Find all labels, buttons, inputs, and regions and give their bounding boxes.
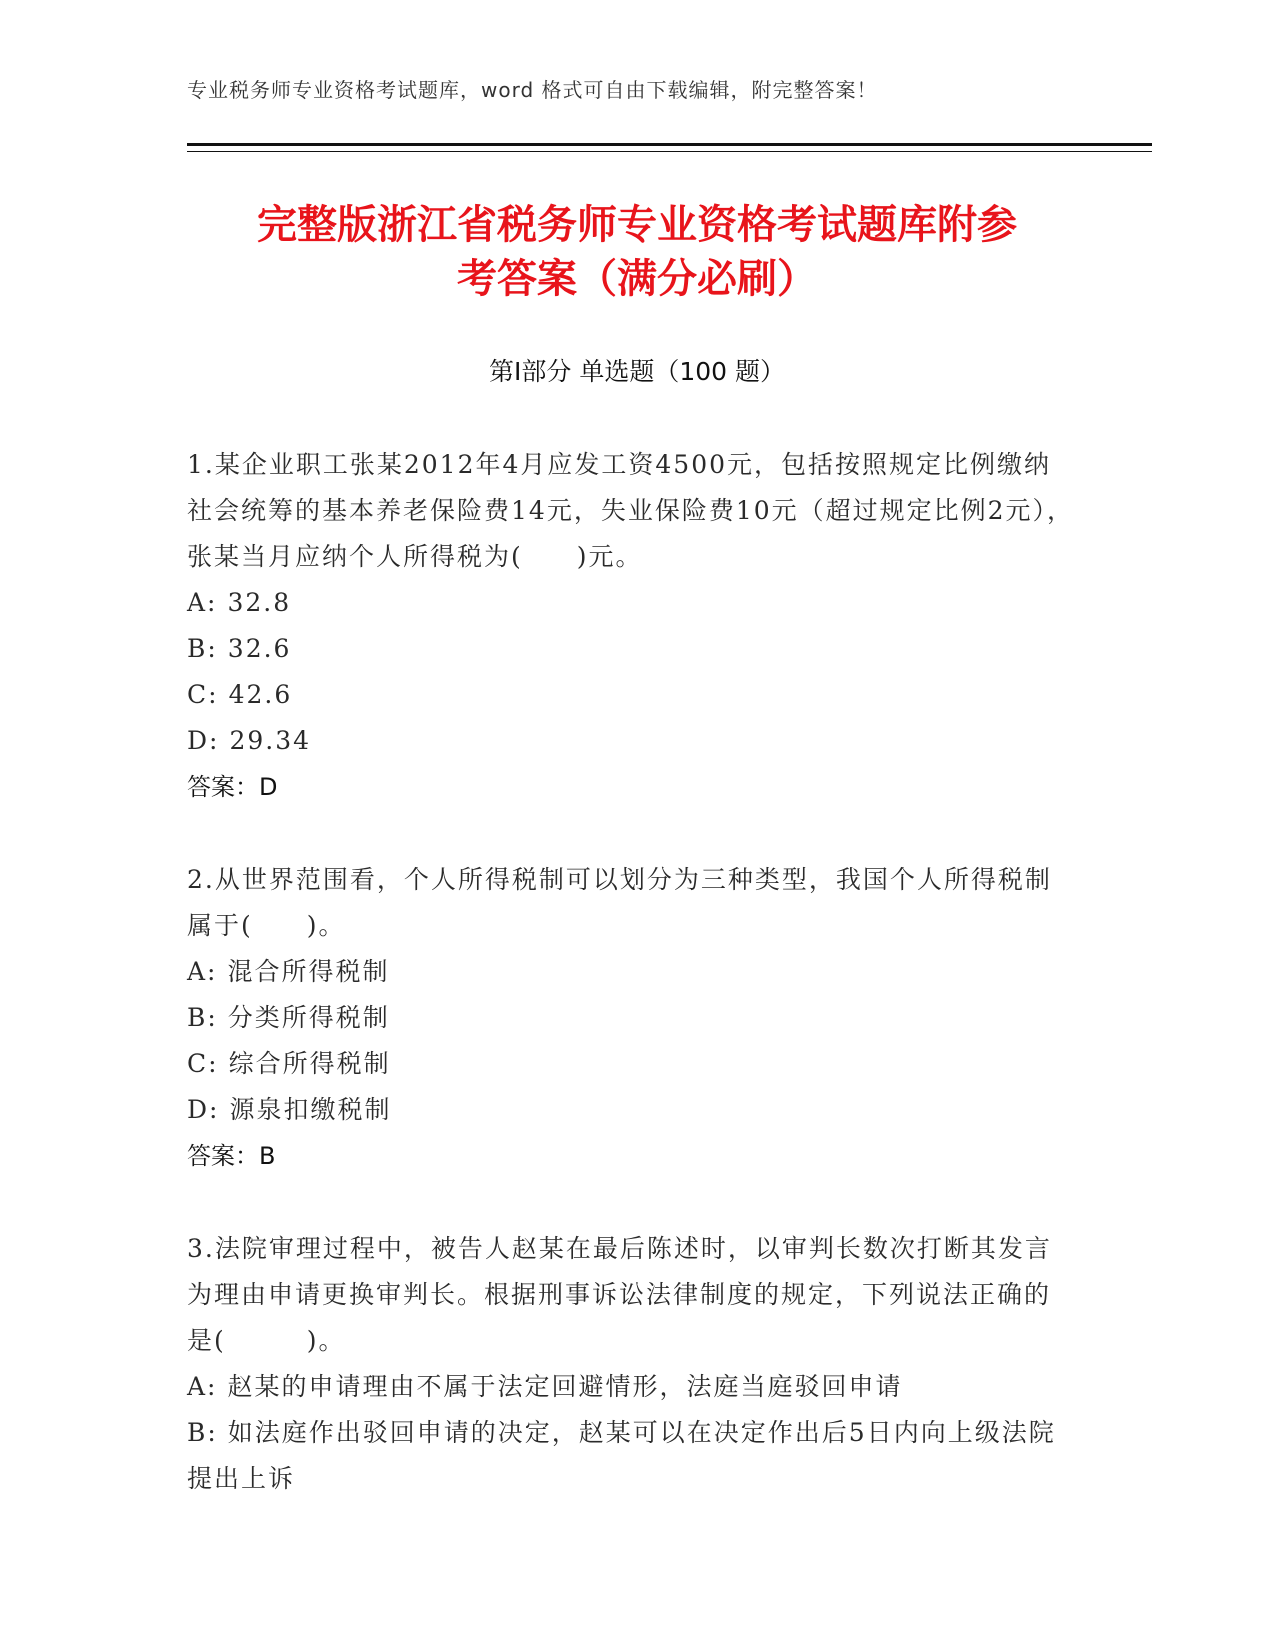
question-3 <box>187 1226 1077 1502</box>
option-a <box>187 1364 1077 1410</box>
option-letter: C: <box>187 1049 219 1078</box>
option-a <box>187 580 1077 626</box>
option-letter: B: <box>187 1418 218 1447</box>
option-b <box>187 1410 1077 1502</box>
answer-line: 答案：B <box>187 1142 276 1170</box>
option-text: 32.6 <box>227 634 292 663</box>
option-c <box>187 672 1077 718</box>
option-text: 42.6 <box>228 680 293 709</box>
question-list <box>187 442 1077 1549</box>
option-c <box>187 1041 1077 1087</box>
option-text: 如法庭作出驳回申请的决定，赵某可以在决定作出后5日内向上级法院提出上诉 <box>187 1418 1056 1493</box>
option-text: 源泉扣缴税制 <box>229 1095 392 1124</box>
option-b <box>187 626 1077 672</box>
option-text: 29.34 <box>229 726 312 755</box>
option-a <box>187 949 1077 995</box>
option-text: 综合所得税制 <box>228 1049 391 1078</box>
option-text: 赵某的申请理由不属于法定回避情形，法庭当庭驳回申请 <box>227 1372 903 1401</box>
option-letter: A: <box>187 1372 218 1401</box>
question-2 <box>187 857 1077 1179</box>
option-letter: D: <box>187 1095 220 1124</box>
option-letter: C: <box>187 680 219 709</box>
header-rule-thick <box>187 143 1152 146</box>
option-text: 32.8 <box>227 588 292 617</box>
document-title-line-1: 完整版浙江省税务师专业资格考试题库附参 <box>257 202 1017 248</box>
header-note: 专业税务师专业资格考试题库，word 格式可自由下载编辑，附完整答案！ <box>187 78 878 102</box>
question-1 <box>187 442 1077 810</box>
document-title <box>187 198 1087 306</box>
question-stem: 3.法院审理过程中，被告人赵某在最后陈述时，以审判长数次打断其发言为理由申请更换审判长。根据刑事诉讼法律制度的规定，下列说法正确的是( )。 <box>187 1234 1052 1355</box>
header-rule-thin <box>187 151 1152 152</box>
question-stem: 1.某企业职工张某2012年4月应发工资4500元，包括按照规定比例缴纳社会统筹的基本养老保险费14元，失业保险费10元（超过规定比例2元），张某当月应纳个人所得税为( )元。 <box>187 450 1075 571</box>
option-letter: B: <box>187 634 218 663</box>
section-title: 第Ⅰ部分 单选题（100 题） <box>489 357 785 386</box>
option-d <box>187 718 1077 764</box>
option-d <box>187 1087 1077 1133</box>
question-stem: 2.从世界范围看，个人所得税制可以划分为三种类型，我国个人所得税制属于( )。 <box>187 865 1052 940</box>
option-letter: D: <box>187 726 220 755</box>
option-letter: A: <box>187 588 218 617</box>
option-text: 分类所得税制 <box>227 1003 390 1032</box>
option-letter: B: <box>187 1003 218 1032</box>
option-b <box>187 995 1077 1041</box>
document-title-line-2: 考答案（满分必刷） <box>457 256 817 302</box>
option-text: 混合所得税制 <box>227 957 390 986</box>
answer-line: 答案：D <box>187 773 278 801</box>
option-letter: A: <box>187 957 218 986</box>
